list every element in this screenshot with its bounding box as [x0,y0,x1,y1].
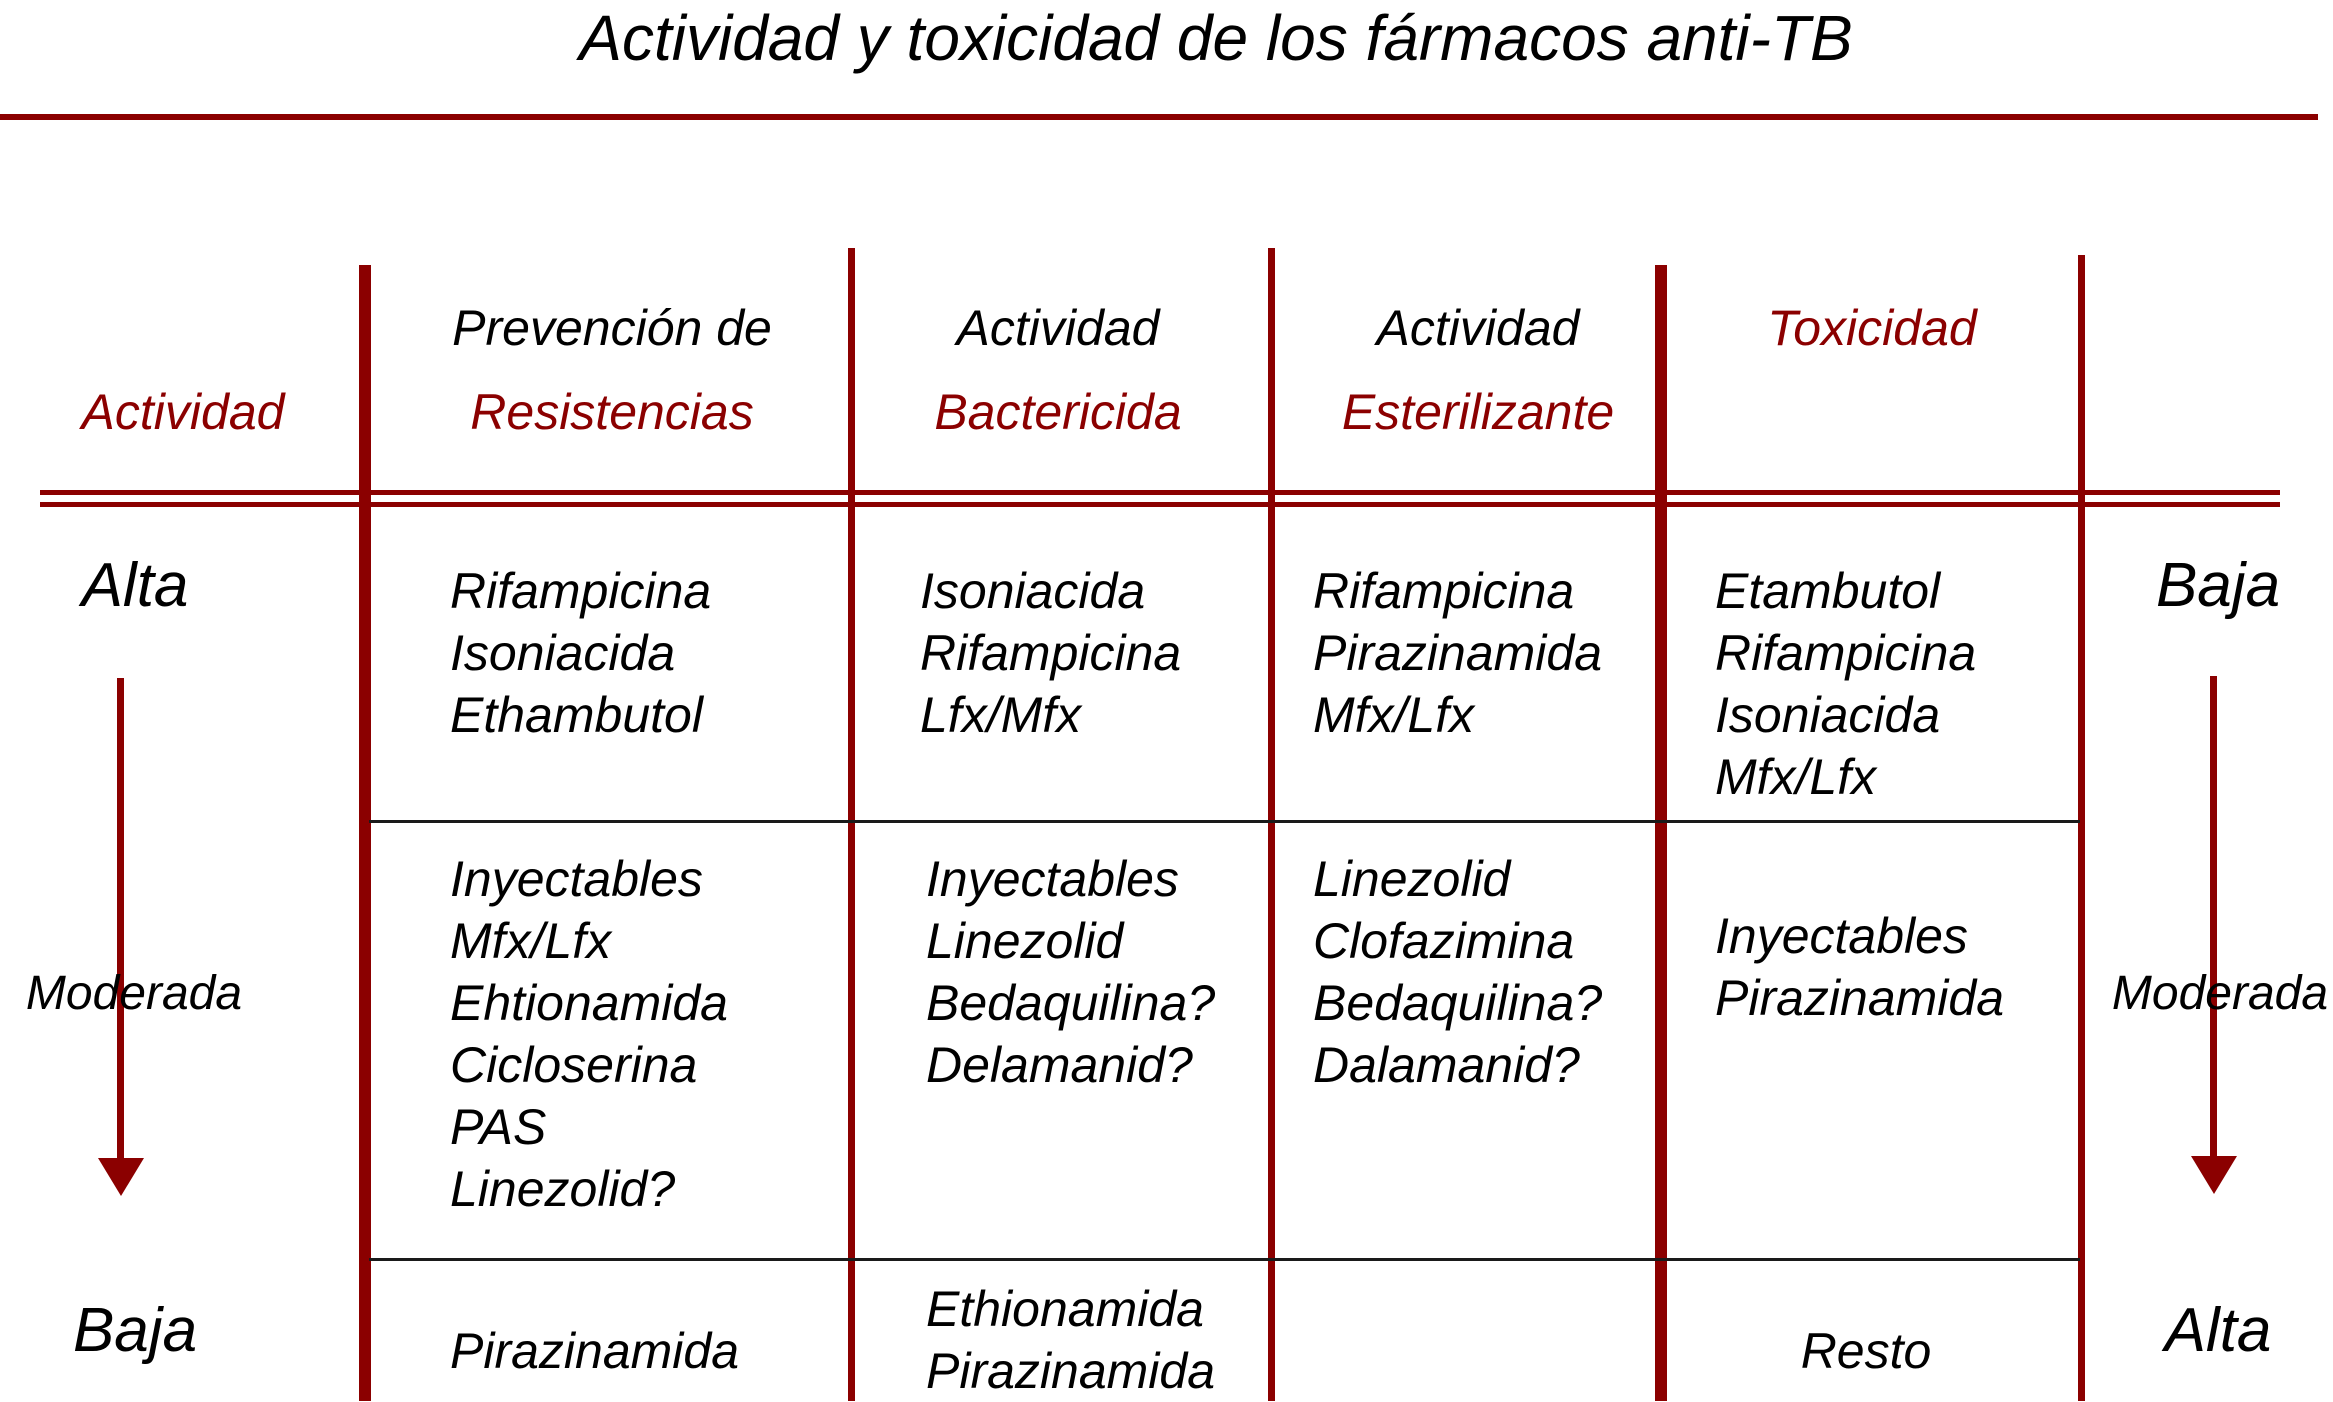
drug-item: Inyectables [1715,908,1968,964]
header-col3-top: Actividad [1376,300,1580,356]
header-col1-bottom: Resistencias [470,384,754,440]
drug-item: Resto [1800,1323,1932,1379]
right-scale-middle: Moderada [2111,967,2329,1020]
right-arrow-down-icon [2191,1156,2237,1194]
drug-item: Mfx/Lfx [1313,687,1475,743]
cell-moderada-col3 [1313,848,1602,1096]
drug-item: Pirazinamida [450,1323,740,1379]
drug-item: Dalamanid? [1313,1037,1580,1093]
left-scale-middle: Moderada [25,967,243,1020]
left-scale-bottom: Baja [72,1296,198,1365]
cell-moderada-col2 [926,848,1215,1096]
drug-item: Rifampicina [450,563,712,619]
right-arrow-shaft [2210,676,2217,1166]
header-col3-bottom: Esterilizante [1341,384,1615,440]
drug-item: Linezolid [1313,851,1511,907]
left-arrow-down-icon [98,1158,144,1196]
cell-baja-col2 [926,1278,1215,1402]
drug-item: Linezolid [926,913,1124,969]
drug-item: Isoniacida [1715,687,1941,743]
cell-alta-col4 [1715,560,1976,808]
drug-item: Etambutol [1715,563,1941,619]
title-underline [0,114,2318,120]
drug-item: Ethambutol [450,687,703,743]
drug-item: Rifampicina [920,625,1182,681]
header-col2-top: Actividad [956,300,1160,356]
header-rule-top [40,490,2280,495]
column-divider-4 [1655,265,1667,1401]
drug-item: Rifampicina [1715,625,1977,681]
drug-item: Inyectables [926,851,1179,907]
header-col1-top: Prevención de [452,300,772,356]
column-divider-1 [359,265,371,1401]
drug-item: PAS [450,1099,547,1155]
drug-item: Bedaquilina? [926,975,1216,1031]
drug-item: Lfx/Mfx [920,687,1082,743]
drug-item: Cicloserina [450,1037,698,1093]
right-scale-top: Baja [2155,551,2281,620]
drug-item: Delamanid? [926,1037,1193,1093]
column-divider-2 [848,248,855,1401]
drug-item: Pirazinamida [926,1343,1216,1399]
header-col2-bottom: Bactericida [934,384,1182,440]
drug-item: Pirazinamida [1313,625,1603,681]
cell-moderada-col1 [450,848,728,1220]
header-row-label: Actividad [81,384,285,440]
row-divider-1 [369,820,2080,823]
drug-item: Ethionamida [926,1281,1204,1337]
drug-item: Bedaquilina? [1313,975,1603,1031]
cell-baja-col4 [1801,1320,1932,1382]
drug-item: Clofazimina [1313,913,1575,969]
left-scale-top: Alta [81,551,189,620]
drug-item: Pirazinamida [1715,970,2005,1026]
drug-item: Ehtionamida [450,975,728,1031]
drug-item: Mfx/Lfx [450,913,612,969]
drug-item: Mfx/Lfx [1715,749,1877,805]
cell-moderada-col4 [1715,905,2004,1029]
row-divider-2 [369,1258,2080,1261]
cell-baja-col1 [450,1320,739,1382]
page-title: Actividad y toxicidad de los fármacos anti-TB [579,2,1853,74]
drug-item: Linezolid? [450,1161,676,1217]
header-col4-top: Toxicidad [1767,300,1977,356]
drug-item: Rifampicina [1313,563,1575,619]
column-divider-3 [1268,248,1275,1401]
drug-item: Isoniacida [920,563,1146,619]
left-arrow-shaft [117,678,124,1168]
drug-item: Isoniacida [450,625,676,681]
cell-alta-col3 [1313,560,1602,746]
cell-alta-col1 [450,560,711,746]
cell-alta-col2 [920,560,1181,746]
header-rule-bottom [40,502,2280,507]
drug-item: Inyectables [450,851,703,907]
right-scale-bottom: Alta [2164,1296,2272,1365]
column-divider-5 [2078,255,2085,1401]
